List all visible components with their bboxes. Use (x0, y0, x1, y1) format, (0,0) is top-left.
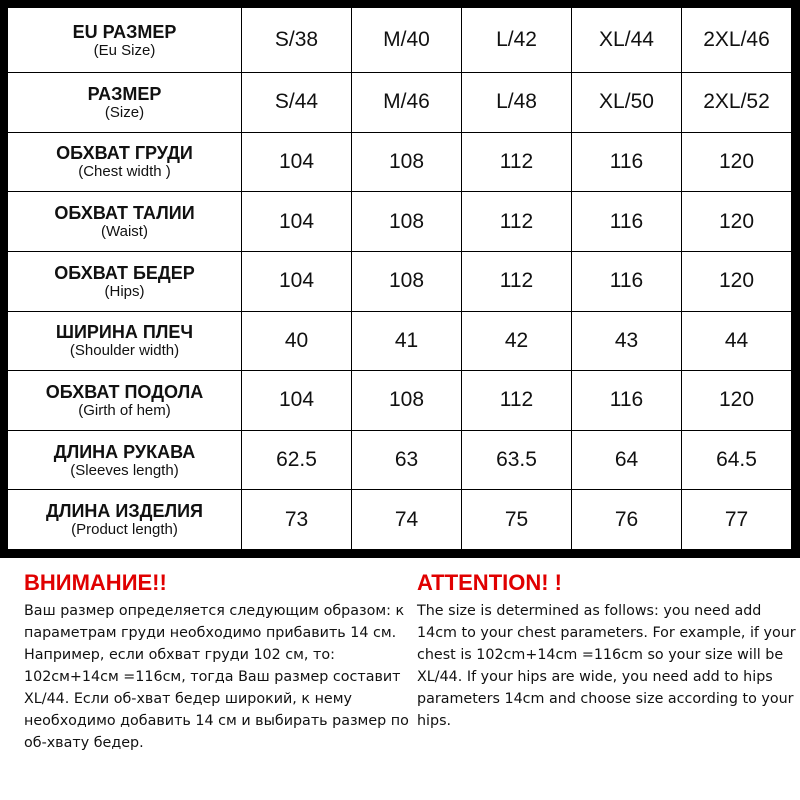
row-label-en: (Sleeves length) (70, 461, 179, 479)
row-label (8, 251, 242, 311)
table-cell: 76 (572, 490, 682, 550)
table-cell: 73 (242, 490, 352, 550)
table-cell: 43 (572, 311, 682, 371)
table-cell: 112 (462, 371, 572, 431)
table-cell: 104 (242, 132, 352, 192)
row-label-en: (Size) (104, 103, 145, 121)
table-cell: 120 (682, 251, 792, 311)
table-cell: 108 (352, 251, 462, 311)
table-cell: S/38 (242, 8, 352, 73)
table-cell: XL/44 (572, 8, 682, 73)
table-cell: S/44 (242, 73, 352, 133)
table-cell: 62.5 (242, 430, 352, 490)
row-label (8, 311, 242, 371)
row-label-en: (Product length) (71, 521, 178, 539)
table-cell: 63 (352, 430, 462, 490)
table-cell: XL/50 (572, 73, 682, 133)
table-cell: 108 (352, 192, 462, 252)
row-label (8, 8, 242, 73)
table-cell: M/40 (352, 8, 462, 73)
table-cell: 104 (242, 192, 352, 252)
table-row (8, 430, 792, 490)
table-cell: 108 (352, 371, 462, 431)
table-cell: 77 (682, 490, 792, 550)
attention-text-ru: Ваш размер определяется следующим образом: к параметрам груди необходимо прибавить 14 см. Например, если обхват груди 102 см, то: 102см+14см =116см, тогда Ваш размер составит XL/44. Если об-хват бедер широкий, к нему необходимо добавить 14 см и выбирать размер по об-хвату бедер. (24, 603, 409, 751)
table-cell: 64 (572, 430, 682, 490)
table-row (8, 371, 792, 431)
table-row (8, 490, 792, 550)
table-cell: 112 (462, 192, 572, 252)
size-chart-table (7, 7, 792, 550)
table-row (8, 132, 792, 192)
table-cell: 104 (242, 371, 352, 431)
row-label-ru: ОБХВАТ БЕДЕР (54, 262, 195, 283)
row-label (8, 490, 242, 550)
table-cell: L/48 (462, 73, 572, 133)
table-cell: 120 (682, 371, 792, 431)
row-label-ru: РАЗМЕР (87, 83, 162, 104)
table-cell: 120 (682, 132, 792, 192)
table-cell: 41 (352, 311, 462, 371)
attention-text-en: The size is determined as follows: you need add 14cm to your chest parameters. For example, if your chest is 102cm+14cm =116cm so your size will be XL/44. If your hips are wide, you need add to hips parameters 14cm and choose size according to your hips. (417, 603, 796, 729)
table-cell: 116 (572, 371, 682, 431)
table-row (8, 73, 792, 133)
table-row (8, 251, 792, 311)
table-cell: 44 (682, 311, 792, 371)
table-row (8, 311, 792, 371)
table-cell: 64.5 (682, 430, 792, 490)
row-label (8, 430, 242, 490)
attention-title-ru: ВНИМАНИЕ!! (24, 570, 167, 595)
table-cell: 63.5 (462, 430, 572, 490)
row-label-en: (Shoulder width) (69, 342, 180, 360)
table-row (8, 8, 792, 73)
attention-note-ru (24, 570, 409, 754)
row-label-en: (Waist) (101, 223, 148, 241)
table-cell: 74 (352, 490, 462, 550)
row-label-ru: ШИРИНА ПЛЕЧ (55, 322, 194, 343)
table-cell: 120 (682, 192, 792, 252)
table-cell: 116 (572, 132, 682, 192)
attention-note-en (417, 570, 800, 732)
row-label (8, 371, 242, 431)
row-label-ru: ОБХВАТ ГРУДИ (56, 143, 193, 164)
row-label-en: (Eu Size) (93, 41, 156, 59)
row-label (8, 73, 242, 133)
table-cell: 2XL/46 (682, 8, 792, 73)
table-cell: L/42 (462, 8, 572, 73)
row-label (8, 192, 242, 252)
attention-title-en: ATTENTION! ! (417, 570, 563, 595)
table-cell: 116 (572, 192, 682, 252)
table-cell: 108 (352, 132, 462, 192)
table-cell: 40 (242, 311, 352, 371)
row-label-ru: ДЛИНА РУКАВА (53, 441, 196, 462)
table-cell: 2XL/52 (682, 73, 792, 133)
row-label-ru: ОБХВАТ ТАЛИИ (54, 203, 195, 224)
row-label-ru: EU РАЗМЕР (72, 21, 177, 42)
row-label-ru: ОБХВАТ ПОДОЛА (45, 381, 204, 402)
row-label (8, 132, 242, 192)
row-label-en: (Hips) (104, 282, 145, 300)
row-label-en: (Girth of hem) (78, 401, 171, 419)
table-row (8, 192, 792, 252)
row-label-ru: ДЛИНА ИЗДЕЛИЯ (46, 501, 203, 522)
table-cell: 112 (462, 251, 572, 311)
table-cell: 75 (462, 490, 572, 550)
table-cell: 112 (462, 132, 572, 192)
table-cell: 104 (242, 251, 352, 311)
table-cell: 42 (462, 311, 572, 371)
table-cell: M/46 (352, 73, 462, 133)
row-label-en: (Chest width ) (78, 163, 171, 181)
table-cell: 116 (572, 251, 682, 311)
